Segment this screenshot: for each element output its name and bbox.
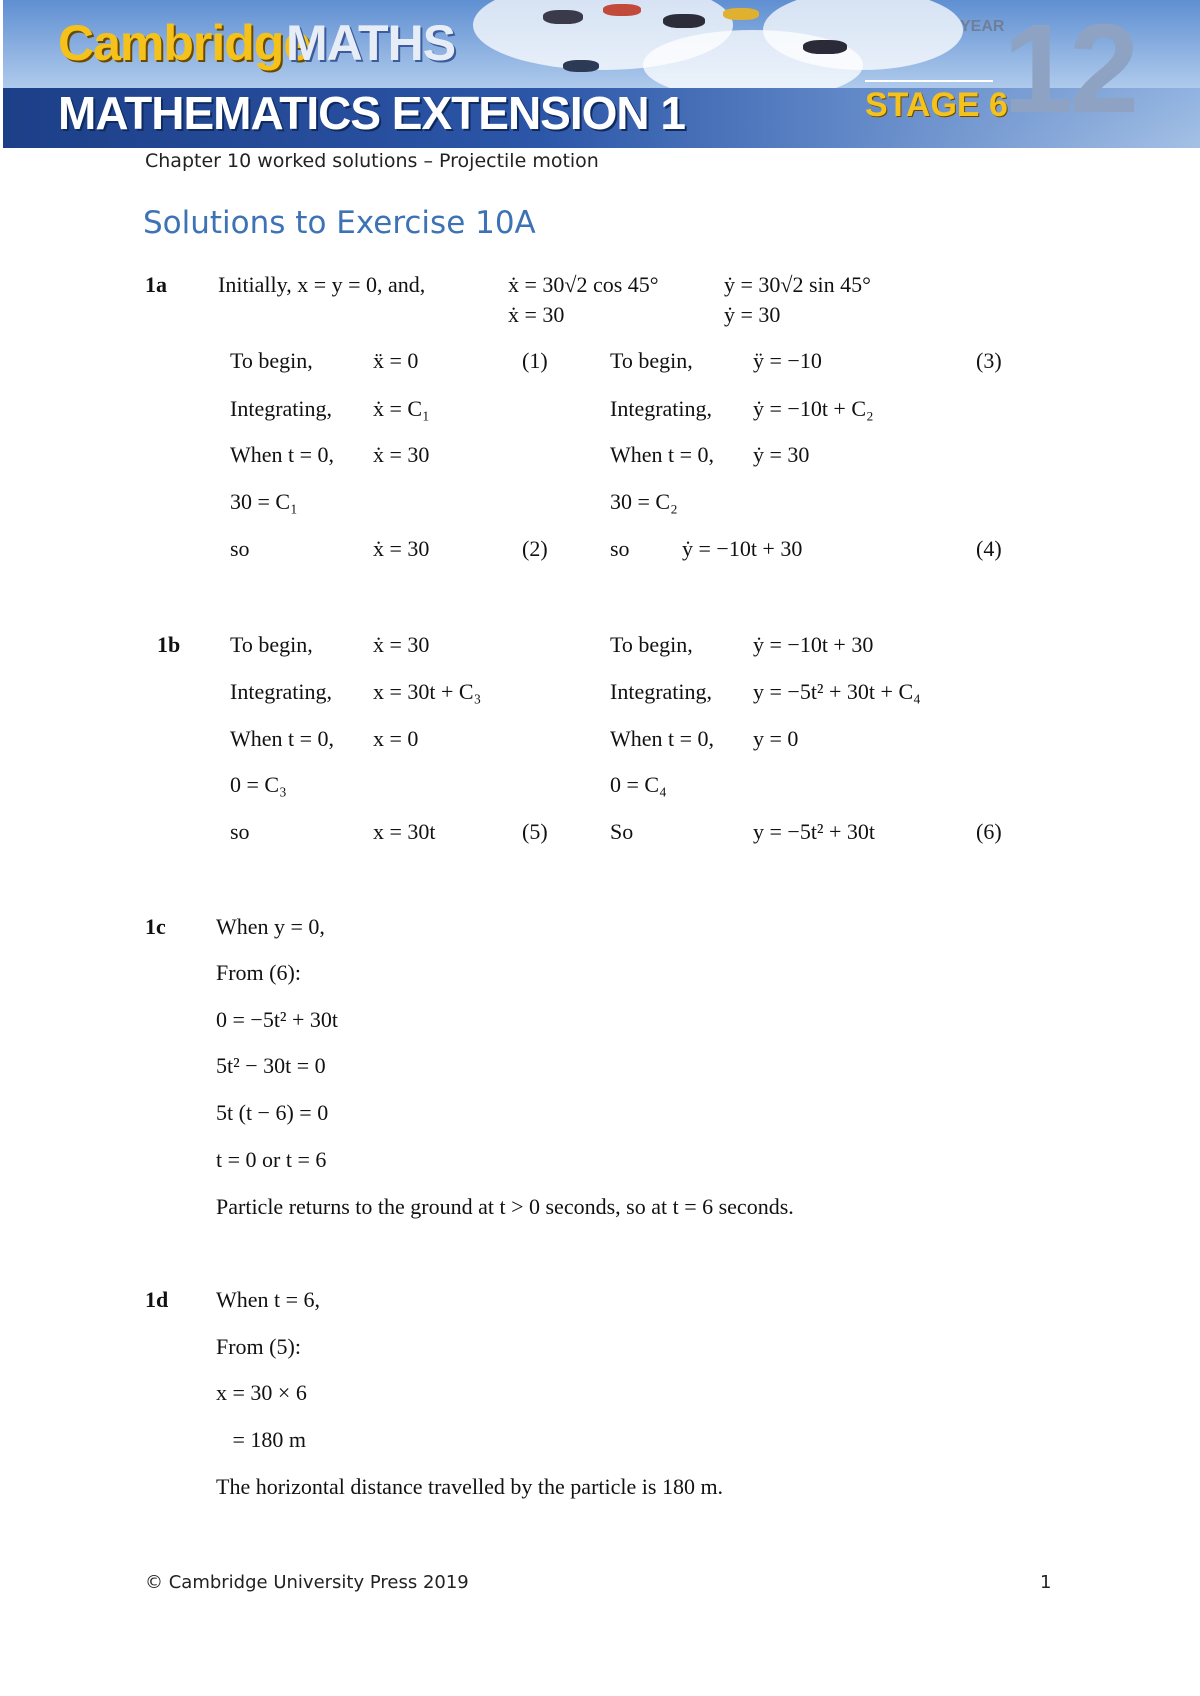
solution-line: = 180 m [216, 1427, 307, 1452]
step-label: 0 = C₄ [610, 772, 667, 797]
step-label: When t = 0, [230, 442, 335, 467]
step-label: so [610, 536, 630, 561]
step-equation: ÿ = −10 [753, 348, 822, 373]
skydiver-shape [563, 60, 599, 72]
step-label: To begin, [610, 632, 693, 657]
step-label: 0 = C₃ [230, 772, 287, 797]
step-label: Integrating, [610, 679, 713, 704]
question-label: 1a [145, 272, 167, 297]
step-equation: ẏ = −10t + C₂ [753, 396, 874, 421]
step-label: To begin, [230, 348, 313, 373]
solution-line: ẏ = 30 [724, 302, 781, 327]
step-equation: y = −5t² + 30t + C₄ [753, 679, 921, 704]
solution-line: ẋ = 30 [508, 302, 565, 327]
step-label: Integrating, [610, 396, 713, 421]
banner-divider [865, 80, 993, 82]
solution-line: 5t² − 30t = 0 [216, 1053, 326, 1078]
step-equation: ẋ = 30 [373, 536, 430, 561]
solution-line: From (5): [216, 1334, 301, 1359]
step-label: To begin, [230, 632, 313, 657]
step-equation: ẏ = −10t + 30 [682, 536, 803, 561]
step-label: When t = 0, [610, 726, 715, 751]
year-number: 12 [1003, 0, 1136, 139]
step-equation: ẍ = 0 [373, 348, 419, 373]
solution-line: The horizontal distance travelled by the particle is 180 m. [216, 1474, 724, 1499]
brand-cambridge: Cambridge [58, 15, 311, 71]
equation-number: (6) [976, 819, 1002, 844]
solution-line: x = 30 × 6 [216, 1380, 307, 1405]
step-label: 30 = C₂ [610, 489, 678, 514]
chapter-header: Chapter 10 worked solutions – Projectile motion [145, 150, 599, 172]
skydiver-shape [803, 40, 847, 54]
solution-line: ẋ = 30√2 cos 45° [508, 272, 659, 297]
step-label: To begin, [610, 348, 693, 373]
step-label: So [610, 819, 634, 844]
solution-line: Initially, x = y = 0, and, [218, 272, 426, 297]
solution-line: 5t (t − 6) = 0 [216, 1100, 329, 1125]
step-equation: ẋ = 30 [373, 442, 430, 467]
page-number: 1 [1040, 1572, 1052, 1593]
step-equation: x = 30t [373, 819, 436, 844]
solution-line: When y = 0, [216, 914, 325, 939]
copyright-footer: © Cambridge University Press 2019 [145, 1572, 469, 1593]
solution-line: From (6): [216, 960, 301, 985]
solution-line: t = 0 or t = 6 [216, 1147, 327, 1172]
equation-number: (2) [522, 536, 548, 561]
question-label: 1b [157, 632, 181, 657]
step-label: so [230, 819, 250, 844]
solution-line: Particle returns to the ground at t > 0 seconds, so at t = 6 seconds. [216, 1194, 794, 1219]
skydiver-shape [603, 4, 641, 16]
step-equation: x = 30t + C₃ [373, 679, 482, 704]
year-label: YEAR [960, 18, 1005, 35]
page-title: Solutions to Exercise 10A [143, 205, 536, 241]
skydiver-shape [543, 10, 583, 24]
step-equation: y = −5t² + 30t [753, 819, 876, 844]
solution-line: 0 = −5t² + 30t [216, 1007, 339, 1032]
stage-label: STAGE 6 [865, 86, 1008, 124]
question-label: 1c [145, 914, 166, 939]
step-equation: ẋ = 30 [373, 632, 430, 657]
step-equation: x = 0 [373, 726, 419, 751]
solution-line: ẏ = 30√2 sin 45° [724, 272, 871, 297]
brand-maths: MATHS [286, 15, 456, 71]
equation-number: (4) [976, 536, 1002, 561]
equation-number: (3) [976, 348, 1002, 373]
step-label: 30 = C₁ [230, 489, 298, 514]
skydiver-shape [723, 8, 759, 20]
step-label: Integrating, [230, 396, 333, 421]
step-equation: ẏ = −10t + 30 [753, 632, 874, 657]
step-label: When t = 0, [230, 726, 335, 751]
step-label: so [230, 536, 250, 561]
equation-number: (1) [522, 348, 548, 373]
equation-number: (5) [522, 819, 548, 844]
step-label: Integrating, [230, 679, 333, 704]
solution-line: When t = 6, [216, 1287, 321, 1312]
banner-subtitle: MATHEMATICS EXTENSION 1 [58, 87, 685, 139]
step-equation: y = 0 [753, 726, 799, 751]
step-equation: ẏ = 30 [753, 442, 810, 467]
step-equation: ẋ = C₁ [373, 396, 430, 421]
header-banner [3, 0, 1200, 148]
skydiver-shape [663, 14, 705, 28]
step-label: When t = 0, [610, 442, 715, 467]
question-label: 1d [145, 1287, 169, 1312]
